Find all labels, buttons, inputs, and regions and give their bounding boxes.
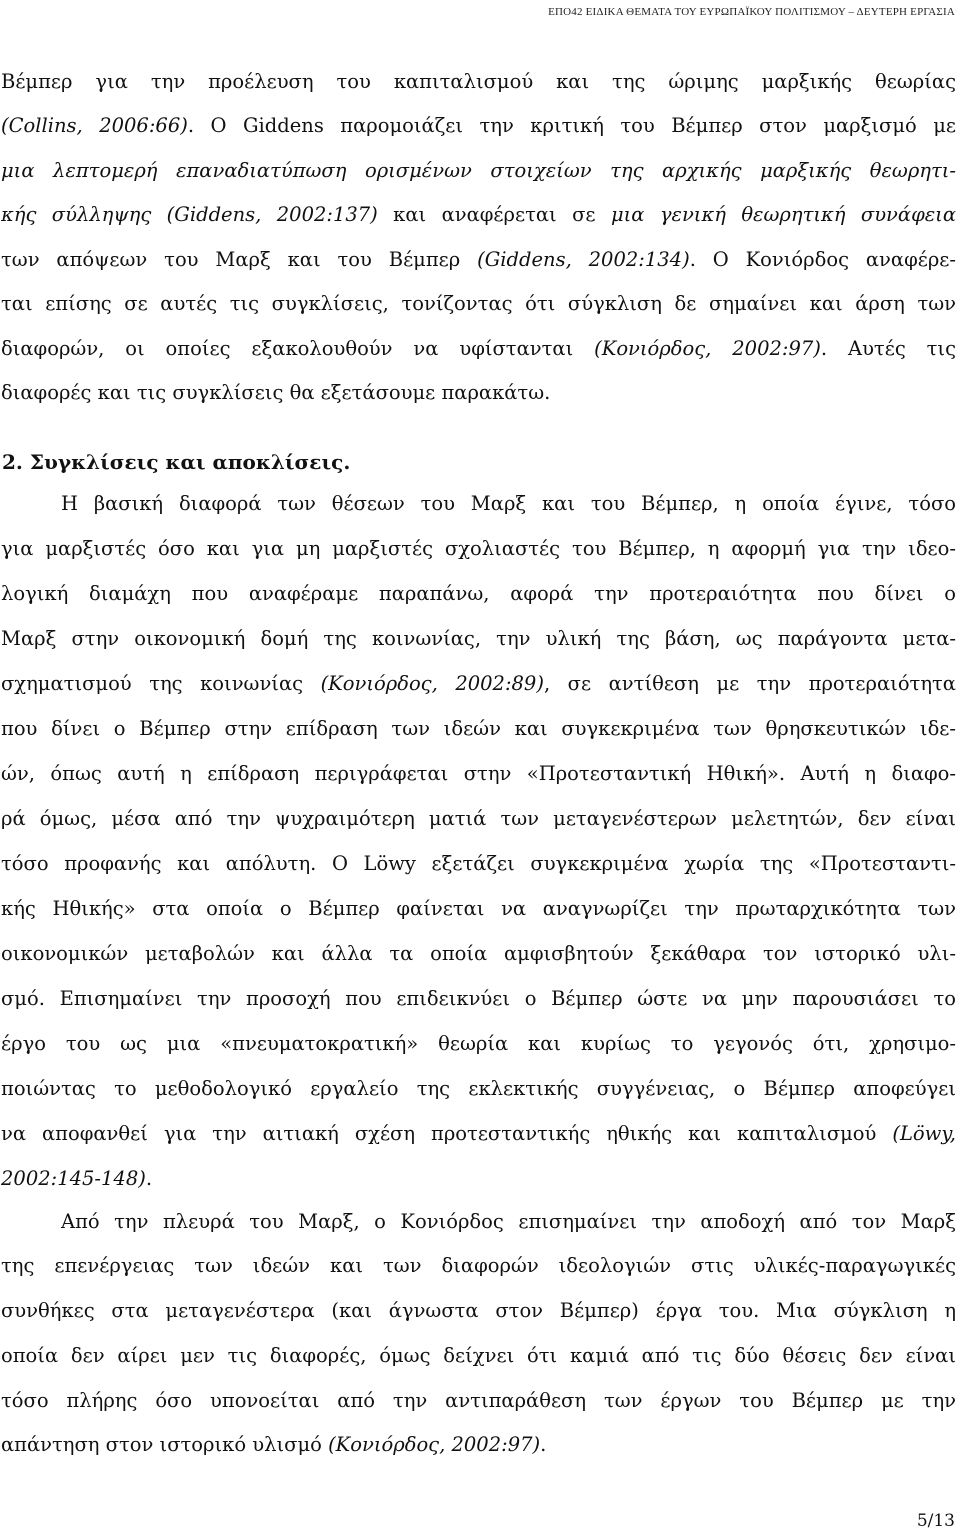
text-line (1, 1111, 956, 1156)
text-run: να αποφανθεί για την αιτιακή σχέση προτεσταντικής ηθικής και καπιταλισμού (1, 1121, 893, 1145)
text-line (1, 481, 956, 526)
text-run: που δίνει ο Βέμπερ στην επίδραση των ιδεών και συγκεκριμένα των θρησκευτικών ιδε- (1, 716, 956, 740)
italic-text: 2002:145-148) (1, 1166, 146, 1190)
text-line (1, 886, 956, 931)
page-number: 5/13 (916, 1511, 955, 1531)
italic-text: (Κονιόρδος, 2002:97) (594, 336, 821, 360)
text-run: . (540, 1433, 547, 1457)
text-line (1, 1066, 956, 1111)
text-run: τόσο προφανής και απόλυτη. Ο Löwy εξετάζει συγκεκριμένα χωρία της «Προτεσταντι- (1, 851, 956, 875)
text-run: διαφορές και τις συγκλίσεις θα εξετάσουμε παρακάτω. (1, 381, 551, 404)
text-run: απάντηση στον ιστορικό υλισμό (1, 1433, 329, 1457)
text-run: κής Ηθικής» στα οποία ο Βέμπερ φαίνεται να αναγνωρίζει την πρωταρχικότητα των (1, 896, 956, 920)
text-run: . Ο Κονιόρδος αναφέρε- (689, 247, 956, 271)
text-run: διαφορών, οι οποίες εξακολουθούν να υφίστανται (1, 336, 595, 360)
text-line (1, 706, 956, 751)
text-line (1, 526, 956, 571)
text-run: λογική διαμάχη που αναφέραμε παραπάνω, αφορά την προτεραιότητα που δίνει ο (1, 581, 956, 605)
text-run: ών, όπως αυτή η επίδραση περιγράφεται στην «Προτεσταντική Ηθική». Αυτή η διαφο- (1, 761, 956, 785)
text-line (1, 60, 956, 105)
italic-text: μια λεπτομερή επαναδιατύπωση ορισμένων στοιχείων της αρχικής μαρξικής θεωρητι- (1, 158, 956, 182)
paragraph (1, 1200, 956, 1469)
italic-text: (Löwy, (892, 1121, 956, 1145)
text-run: της επενέργειας των ιδεών και των διαφορών ιδεολογιών στις υλικές-παραγωγικές (1, 1254, 956, 1278)
text-run: , σε αντίθεση με την προτεραιότητα (543, 671, 956, 695)
text-run: Από την πλευρά του Μαρξ, ο Κονιόρδος επισημαίνει την αποδοχή από τον Μαρξ (61, 1209, 956, 1233)
italic-text: (Giddens, 2002:134) (477, 247, 690, 271)
text-line (1, 1021, 956, 1066)
text-line (1, 841, 956, 886)
text-line (1, 931, 956, 976)
text-line (1, 149, 956, 194)
text-run: έργο του ως μια «πνευματοκρατική» θεωρία και κυρίως το γεγονός ότι, χρησιμο- (1, 1031, 956, 1055)
text-run: . Ο Giddens παρομοιάζει την κριτική του Βέμπερ στον μαρξισμό με (187, 114, 956, 137)
text-run: ται επίσης σε αυτές τις συγκλίσεις, τονίζοντας ότι σύγκλιση δε σημαίνει και άρση των (1, 292, 956, 315)
text-run: για μαρξιστές όσο και για μη μαρξιστές σχολιαστές του Βέμπερ, η αφορμή για την ιδεο- (1, 536, 956, 560)
text-line (1, 238, 956, 283)
text-line (1, 751, 956, 796)
text-run: Βέμπερ για την προέλευση του καπιταλισμού και της ώριμης μαρξικής θεωρίας (1, 69, 956, 93)
italic-text: μια γενική θεωρητική συνάφεια (610, 203, 956, 226)
text-line (1, 371, 956, 416)
text-line (1, 976, 956, 1021)
text-run: . (145, 1166, 153, 1190)
italic-text: (Κονιόρδος, 2002:89) (320, 671, 544, 695)
paragraph (1, 60, 956, 416)
text-line (1, 327, 956, 372)
text-run: οποία δεν αίρει μεν τις διαφορές, όμως δείχνει ότι καμιά από τις δύο θέσεις δεν είναι (1, 1343, 956, 1367)
italic-text: (Κονιόρδος, 2002:97) (328, 1433, 541, 1457)
text-line (1, 1379, 956, 1424)
text-run: ποιώντας το μεθοδολογικό εργαλείο της εκλεκτικής συγγένειας, ο Βέμπερ αποφεύγει (1, 1076, 956, 1100)
italic-text: (Collins, 2006:66) (1, 114, 188, 137)
text-run: Μαρξ στην οικονομική δομή της κοινωνίας, την υλική της βάση, ως παράγοντα μετα- (1, 626, 956, 650)
text-line (1, 104, 956, 149)
running-header: ΕΠΟ42 ΕΙΔΙΚΑ ΘΕΜΑΤΑ ΤΟΥ ΕΥΡΩΠΑΪΚΟΥ ΠΟΛΙΤΙΣΜΟΥ – ΔΕΥΤΕΡΗ ΕΡΓΑΣΙΑ (548, 6, 955, 18)
text-run: σμό. Επισημαίνει την προσοχή που επιδεικνύει ο Βέμπερ ώστε να μην παρουσιάσει το (1, 986, 956, 1010)
text-line (1, 1244, 956, 1289)
text-run: και αναφέρεται σε (377, 203, 611, 226)
text-run: Η βασική διαφορά των θέσεων του Μαρξ και του Βέμπερ, η οποία έγινε, τόσο (61, 491, 956, 515)
text-run: οικονομικών μεταβολών και άλλα τα οποία αμφισβητούν ξεκάθαρα τον ιστορικό υλι- (1, 941, 956, 965)
text-line (1, 193, 956, 238)
text-line (1, 1289, 956, 1334)
italic-text: κής σύλληψης (Giddens, 2002:137) (1, 203, 378, 226)
text-run: τόσο πλήρης όσο υπονοείται από την αντιπαράθεση των έργων του Βέμπερ με την (1, 1388, 956, 1412)
text-run: συνθήκες στα μεταγενέστερα (και άγνωστα στον Βέμπερ) έργα του. Μια σύγκλιση η (1, 1299, 956, 1323)
text-line (1, 1334, 956, 1379)
paragraph (1, 481, 956, 1201)
text-line (1, 661, 956, 706)
text-run: των απόψεων του Μαρξ και του Βέμπερ (1, 247, 478, 271)
text-run: σχηματισμού της κοινωνίας (1, 671, 321, 695)
text-run: ρά όμως, μέσα από την ψυχραιμότερη ματιά των μεταγενέστερων μελετητών, δεν είναι (1, 806, 956, 830)
text-line (1, 796, 956, 841)
text-line (1, 616, 956, 661)
text-line (1, 1423, 956, 1468)
text-line (1, 1200, 956, 1245)
text-line (1, 282, 956, 327)
section-heading: 2. Συγκλίσεις και αποκλίσεις. (2, 450, 351, 474)
text-run: . Αυτές τις (820, 336, 956, 360)
text-line (1, 571, 956, 616)
text-line (1, 1156, 956, 1201)
